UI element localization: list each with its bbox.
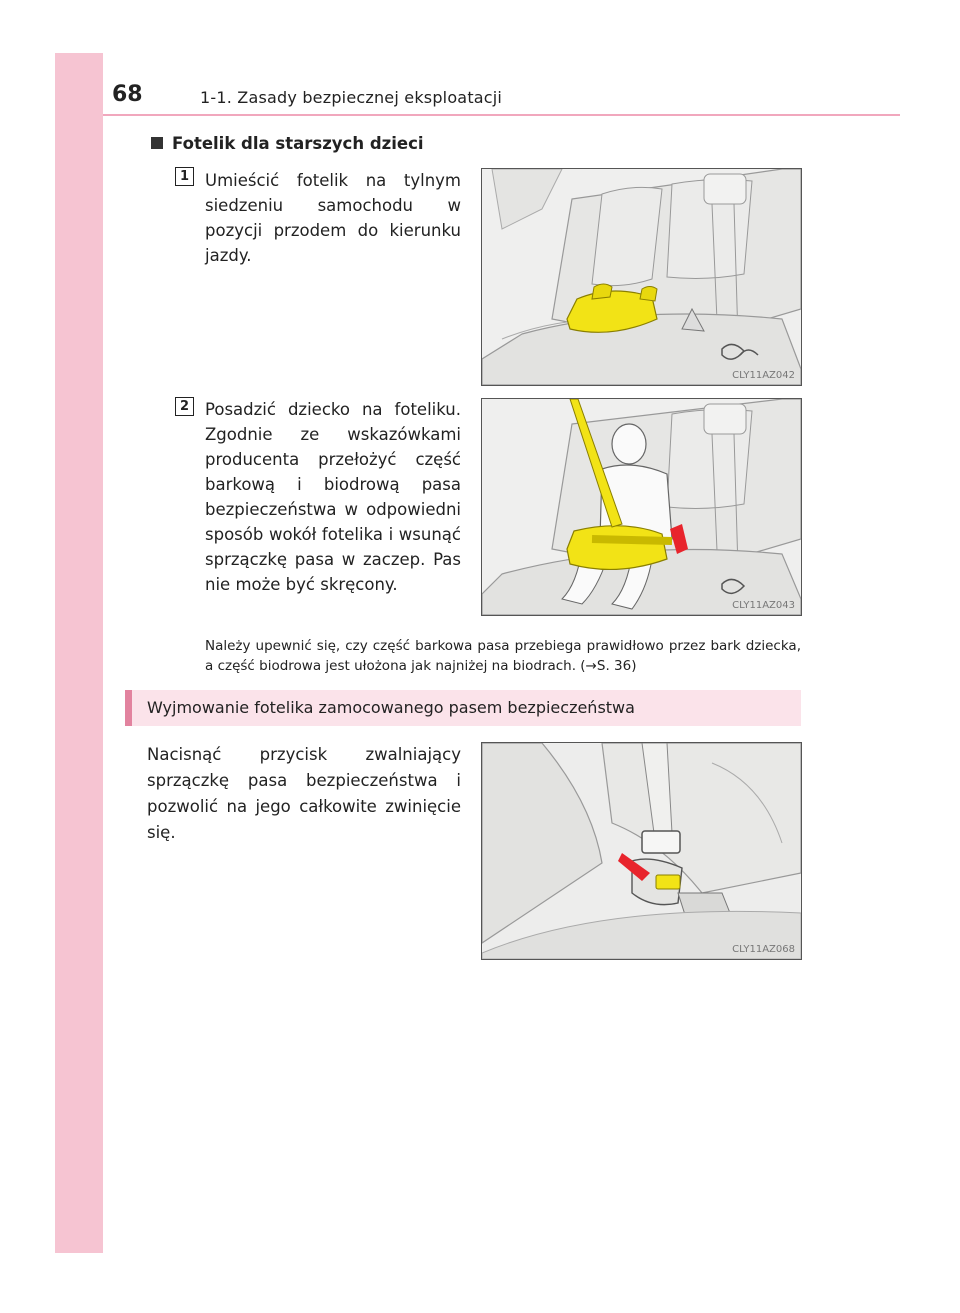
figure-belt-release	[481, 742, 802, 960]
removal-section-banner	[125, 690, 801, 726]
figure-code: CLY11AZ043	[732, 600, 795, 611]
figure-booster-on-seat	[481, 168, 802, 386]
removal-text: Nacisnąć przycisk zwalniający sprzączkę pasa bezpieczeństwa i pozwolić na jego całkowite zwinięcie się.	[147, 745, 461, 842]
booster-seat-illustration	[482, 169, 801, 385]
subsection-heading	[151, 134, 424, 153]
figure-code: CLY11AZ042	[732, 370, 795, 381]
section-title: 1-1. Zasady bezpiecznej eksploatacji	[200, 88, 503, 107]
step-number-2: 2	[175, 397, 194, 416]
figure-code: CLY11AZ068	[732, 944, 795, 955]
step-2-text: Posadzić dziecko na foteliku. Zgodnie ze wskazówkami producenta przełożyć część barkową i biodrową pasa bezpieczeństwa w odpowiedni sposób wokół fotelika i wsunąć sprzączkę pasa w zaczep. Pas nie może być skręcony.	[205, 400, 461, 594]
header-divider	[103, 114, 900, 116]
step-1-text: Umieścić fotelik na tylnym siedzeniu samochodu w pozycji przodem do kierunku jazdy.	[205, 171, 461, 265]
side-color-band	[55, 53, 103, 1253]
figure-child-in-booster	[481, 398, 802, 616]
subsection-title: Fotelik dla starszych dzieci	[172, 134, 424, 153]
page-number: 68	[112, 82, 143, 107]
buckle-release-illustration	[482, 743, 801, 959]
square-bullet-icon	[151, 137, 163, 149]
child-belted-illustration	[482, 399, 801, 615]
removal-banner-title: Wyjmowanie fotelika zamocowanego pasem bezpieczeństwa	[147, 698, 635, 717]
note-text: Należy upewnić się, czy część barkowa pasa przebiega prawidłowo przez bark dziecka, a część biodrowa jest ułożona jak najniżej na biodrach. (→S. 36)	[205, 638, 801, 674]
step-number-1: 1	[175, 167, 194, 186]
